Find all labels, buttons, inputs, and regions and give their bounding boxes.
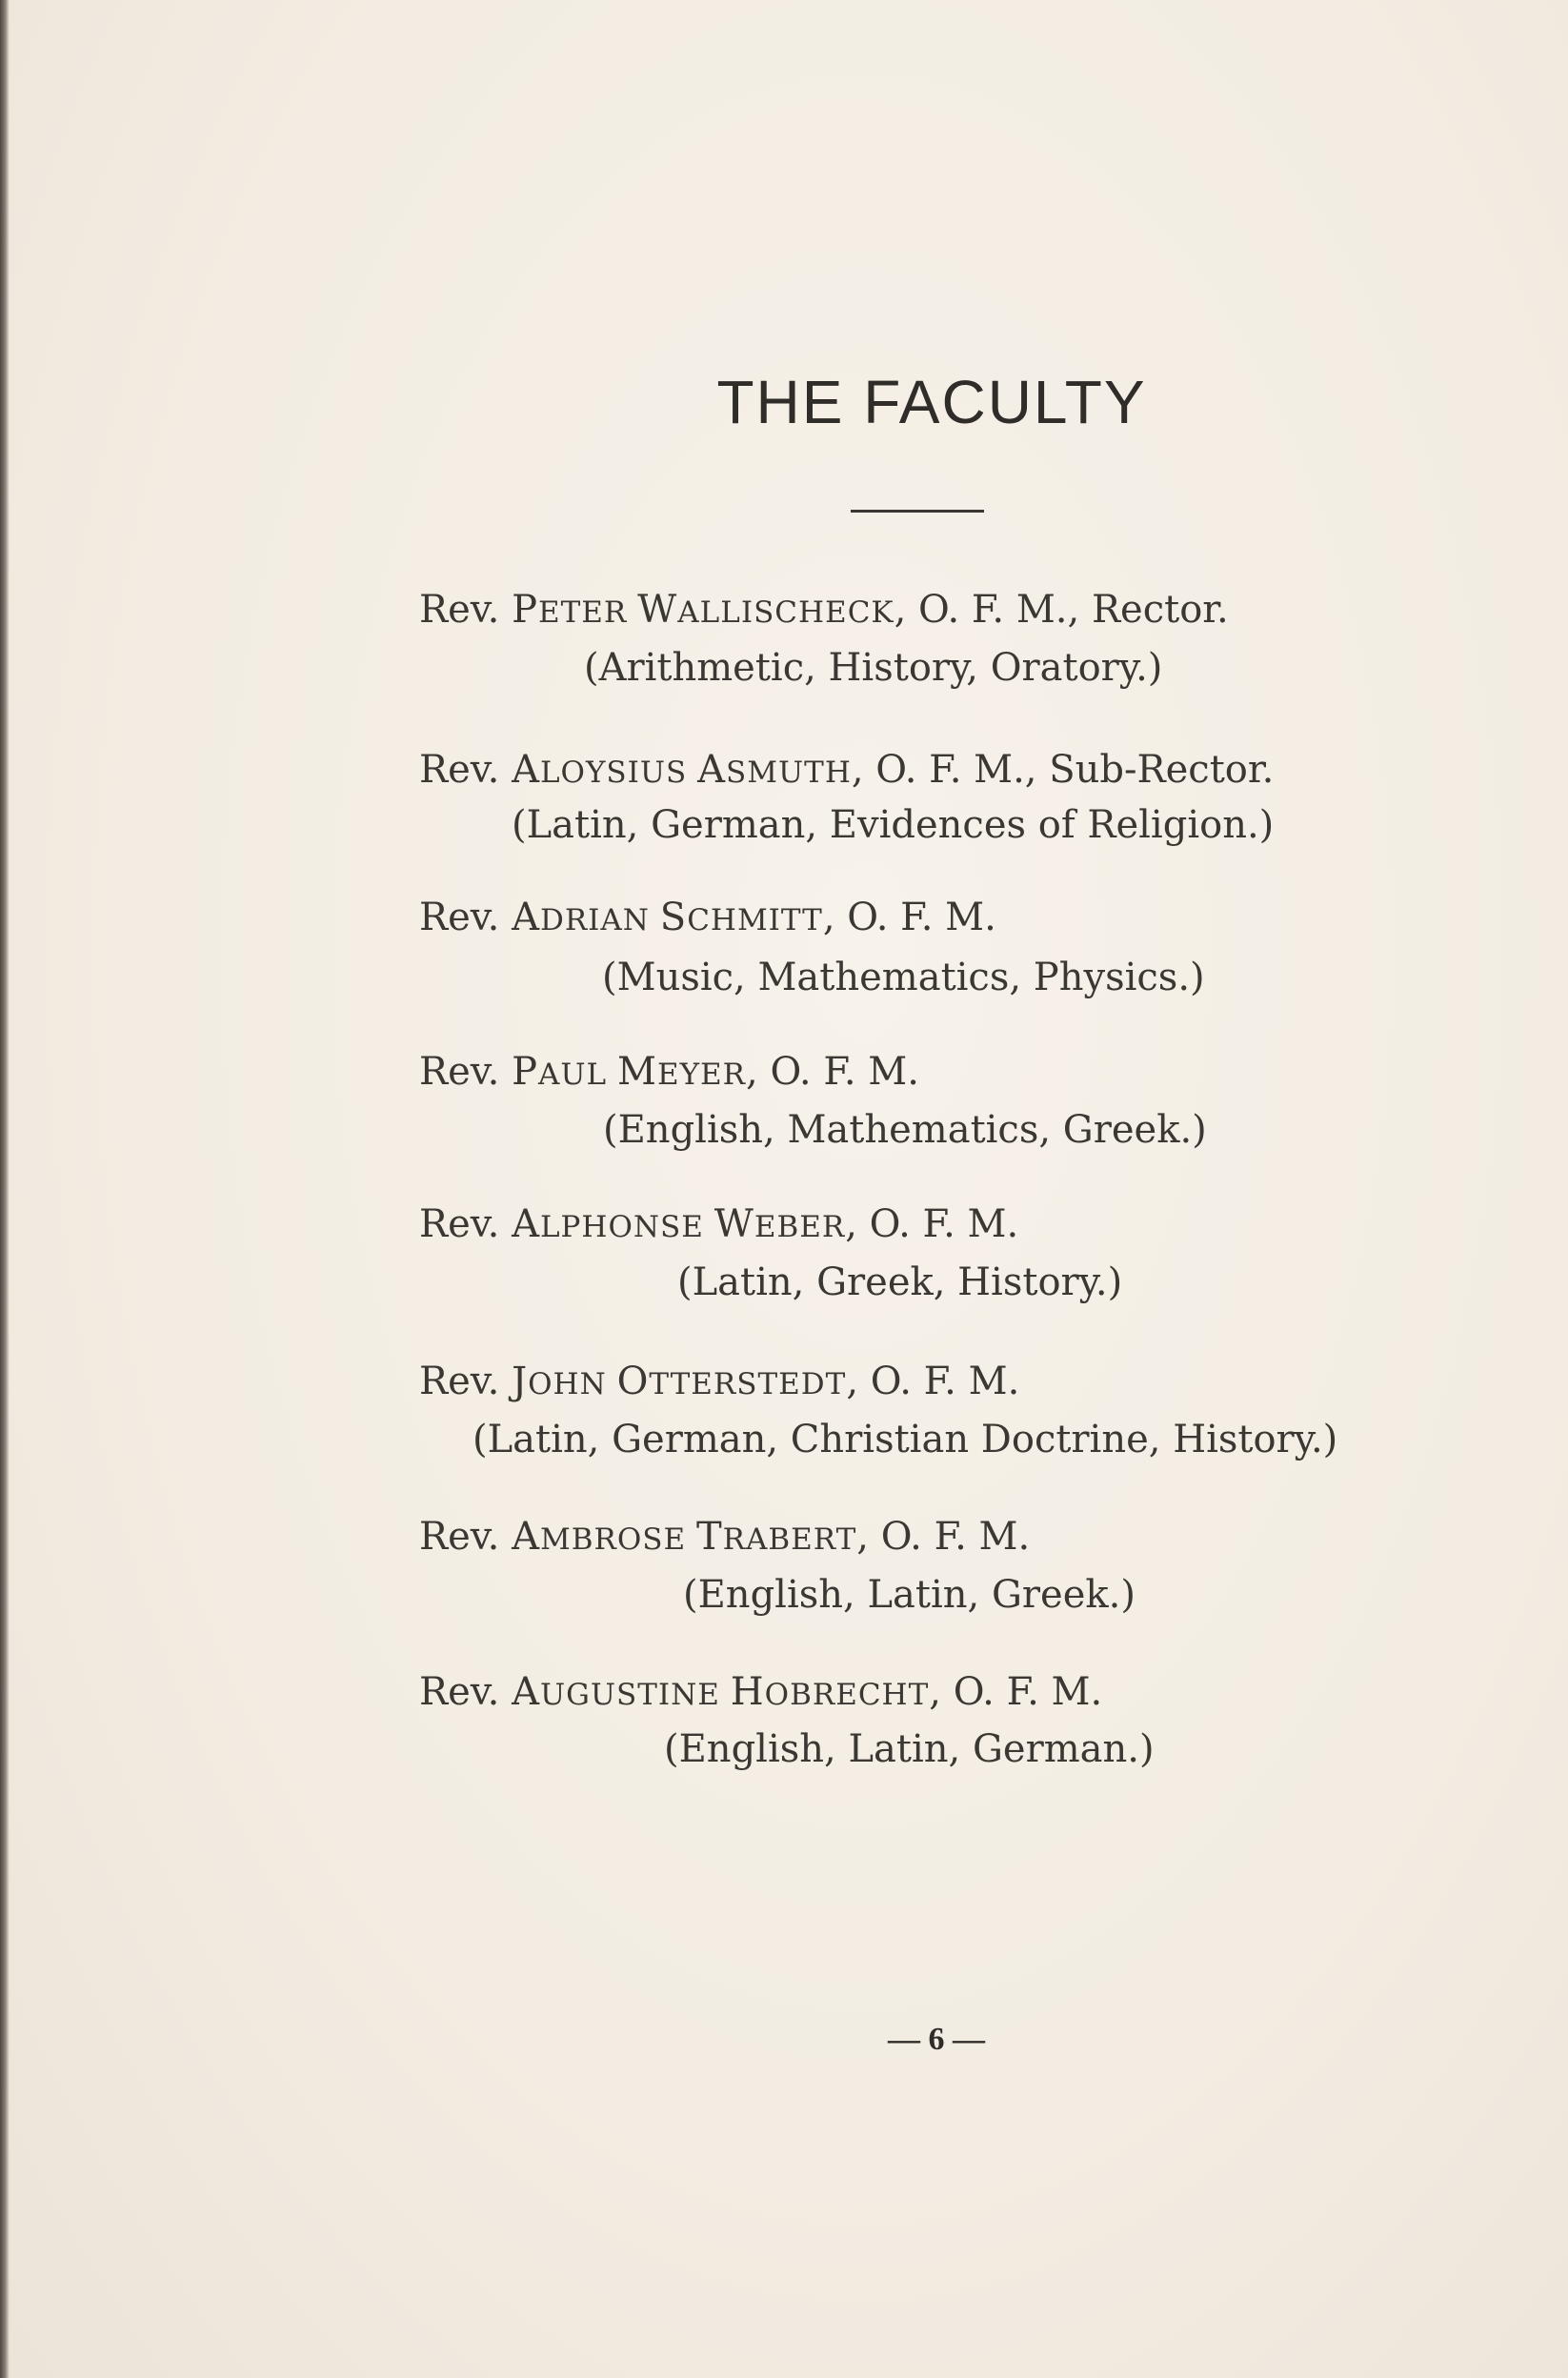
faculty-subjects: (English, Mathematics, Greek.) (603, 1108, 1207, 1152)
faculty-name: ADRIAN SCHMITT (512, 896, 823, 939)
faculty-name-line (419, 1050, 919, 1094)
faculty-name: PAUL MEYER (512, 1050, 747, 1094)
faculty-prefix: Rev. (419, 1515, 500, 1559)
faculty-subjects: (English, Latin, Greek.) (683, 1573, 1136, 1617)
faculty-name-line (419, 1515, 1030, 1559)
faculty-suffix: , O. F. M. (856, 1515, 1031, 1559)
faculty-prefix: Rev. (419, 1050, 500, 1094)
faculty-suffix: , O. F. M., Rector. (894, 588, 1229, 632)
faculty-name-line (419, 1670, 1102, 1714)
faculty-suffix: , O. F. M. (845, 1202, 1019, 1246)
faculty-suffix: , O. F. M., Sub-Rector. (851, 748, 1275, 792)
faculty-name: AMBROSE TRABERT (512, 1515, 857, 1559)
faculty-prefix: Rev. (419, 748, 500, 792)
faculty-name-line (419, 896, 996, 939)
faculty-suffix: , O. F. M. (822, 896, 996, 939)
page-title: THE FACULTY (716, 368, 1147, 436)
faculty-name: PETER WALLISCHECK (512, 588, 895, 632)
faculty-subjects: (Latin, Greek, History.) (677, 1260, 1123, 1304)
faculty-prefix: Rev. (419, 1360, 500, 1403)
faculty-name-line (419, 1360, 1019, 1403)
page-number: — 6 — (888, 2022, 985, 2057)
faculty-name: ALOYSIUS ASMUTH (512, 748, 852, 792)
faculty-suffix: , O. F. M. (746, 1050, 919, 1094)
faculty-subjects: (Arithmetic, History, Oratory.) (584, 646, 1163, 690)
faculty-prefix: Rev. (419, 1202, 500, 1246)
faculty-prefix: Rev. (419, 588, 500, 632)
faculty-subjects: (Latin, German, Christian Doctrine, History.) (472, 1418, 1338, 1461)
faculty-prefix: Rev. (419, 1670, 500, 1714)
title-rule (851, 510, 984, 513)
faculty-name: JOHN OTTERSTEDT (512, 1360, 847, 1403)
faculty-name: AUGUSTINE HOBRECHT (512, 1670, 930, 1714)
faculty-subjects: (Music, Mathematics, Physics.) (602, 956, 1205, 999)
faculty-suffix: , O. F. M. (929, 1670, 1103, 1714)
faculty-name-line (419, 748, 1274, 792)
faculty-prefix: Rev. (419, 896, 500, 939)
faculty-name-line (419, 1202, 1018, 1246)
faculty-name: ALPHONSE WEBER (512, 1202, 846, 1246)
faculty-suffix: , O. F. M. (846, 1360, 1020, 1403)
faculty-subjects: (English, Latin, German.) (664, 1727, 1155, 1771)
faculty-subjects: (Latin, German, Evidences of Religion.) (512, 803, 1275, 847)
faculty-name-line (419, 588, 1229, 632)
